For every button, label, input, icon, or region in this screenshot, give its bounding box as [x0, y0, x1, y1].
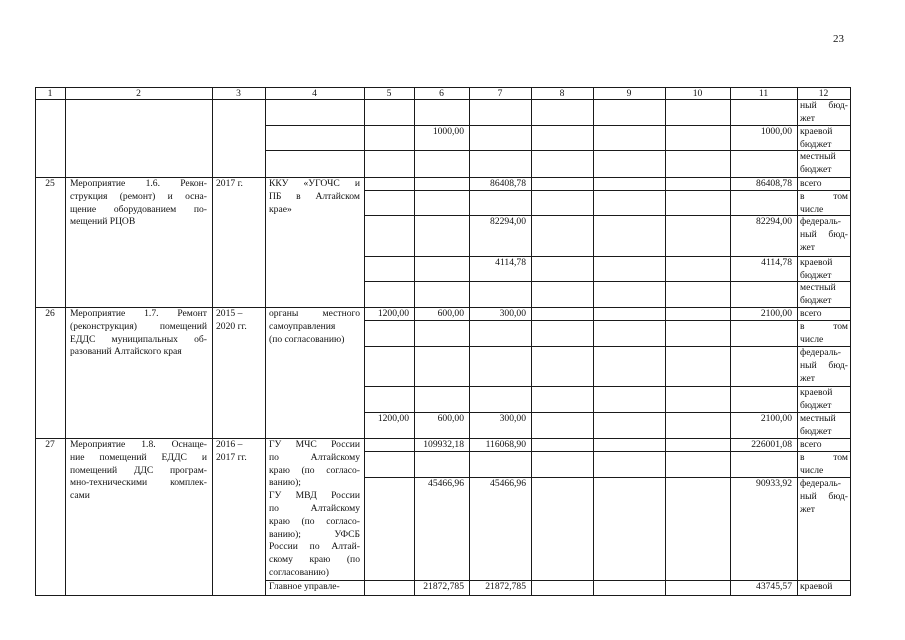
activity-name: мно-техническими комплек-: [70, 477, 207, 489]
value-cell: 2100,00: [760, 308, 792, 319]
value-cell: 21872,785: [485, 581, 526, 592]
executor: ГУ МВД России: [269, 490, 360, 502]
row-number: 27: [45, 439, 55, 450]
header-cell: 9: [626, 87, 632, 99]
executor: ПБ в Алтайском: [269, 190, 360, 202]
funding-source: федераль-: [800, 478, 841, 489]
funding-source: жет: [800, 241, 815, 253]
grid-line: [364, 150, 851, 151]
page-number: 23: [833, 33, 844, 45]
header-cell: 11: [758, 87, 769, 99]
value-cell: 2100,00: [760, 413, 792, 424]
grid-line: [364, 281, 851, 282]
grid-line: [730, 87, 731, 595]
value-cell: 82294,00: [490, 216, 526, 227]
funding-source: в том: [800, 191, 848, 202]
activity-name: помещений ДДС програм-: [70, 464, 207, 476]
activity-name: Мероприятие 1.7. Ремонт: [70, 308, 207, 319]
grid-line: [364, 190, 851, 191]
value-cell: 21872,785: [423, 581, 464, 592]
header-cell: 5: [386, 87, 392, 99]
value-cell: 86408,78: [756, 178, 792, 189]
funding-source: числе: [800, 333, 824, 345]
funding-source: всего: [800, 439, 822, 450]
activity-name: Мероприятие 1.8. Оснаще-: [70, 439, 207, 450]
value-cell: 4114,78: [761, 257, 792, 268]
value-cell: 82294,00: [756, 216, 792, 227]
grid-line: [469, 87, 470, 595]
executor: ГУ МЧС России: [269, 439, 360, 450]
funding-source: бюджет: [800, 138, 832, 150]
executor: по Алтайскому: [269, 503, 360, 514]
value-cell: 45466,96: [490, 478, 526, 489]
value-cell: 300,00: [499, 308, 526, 319]
funding-source: федераль-: [800, 347, 841, 358]
grid-line: [364, 320, 851, 321]
header-cell: 7: [497, 87, 503, 99]
value-cell: 600,00: [437, 308, 464, 319]
grid-line: [265, 150, 365, 151]
period: 2015 –: [216, 308, 243, 319]
value-cell: 90933,92: [756, 478, 792, 489]
header-cell: 3: [236, 87, 241, 99]
funding-source: федераль-: [800, 216, 841, 227]
funding-source: числе: [800, 464, 824, 476]
executor: самоуправления: [269, 320, 336, 332]
funding-source: краевой: [800, 387, 833, 398]
grid-line: [35, 87, 36, 595]
value-cell: 600,00: [437, 413, 464, 424]
program-table: [35, 87, 850, 595]
funding-source: ный бюд-: [800, 100, 848, 111]
activity-name: щение оборудованием по-: [70, 203, 207, 215]
period: 2016 –: [216, 439, 243, 450]
value-cell: 1000,00: [432, 126, 464, 137]
activity-name: Мероприятие 1.6. Рекон-: [70, 178, 207, 189]
activity-name: ЕДДС муниципальных об-: [70, 333, 207, 345]
value-cell: 43745,57: [756, 581, 792, 592]
executor: скому краю (по: [269, 554, 360, 566]
funding-source: жет: [800, 112, 815, 124]
activity-name: мещений РЦОВ: [70, 216, 136, 228]
header-cell: 8: [559, 87, 565, 99]
activity-name: сами: [70, 490, 90, 502]
funding-source: ный бюд-: [800, 228, 848, 240]
funding-source: всего: [800, 308, 822, 319]
executor: ванию); УФСБ: [269, 528, 360, 540]
funding-source: числе: [800, 203, 824, 215]
value-cell: 45466,96: [428, 478, 464, 489]
funding-source: ный бюд-: [800, 490, 848, 502]
executor: (по согласованию): [269, 333, 345, 345]
header-cell: 10: [692, 87, 703, 99]
grid-line: [364, 386, 851, 387]
grid-line: [364, 346, 851, 347]
grid-line: [35, 595, 851, 596]
executor: согласованию): [269, 567, 329, 578]
grid-line: [212, 87, 213, 595]
executor: по Алтайскому: [269, 451, 360, 463]
grid-line: [364, 451, 851, 452]
value-cell: 116068,90: [485, 439, 526, 450]
header-cell: 6: [439, 87, 444, 99]
period: 2020 гг.: [216, 320, 247, 332]
period: 2017 г.: [216, 178, 243, 189]
grid-line: [65, 87, 66, 595]
grid-line: [797, 87, 798, 595]
row-number: 25: [45, 178, 55, 189]
value-cell: 4114,78: [495, 257, 526, 268]
funding-source: ный бюд-: [800, 359, 848, 371]
funding-source: в том: [800, 321, 848, 332]
grid-line: [665, 87, 666, 595]
executor: России по Алтай-: [269, 541, 360, 553]
value-cell: 1200,00: [377, 308, 409, 319]
executor: крае»: [269, 203, 292, 215]
value-cell: 86408,78: [490, 178, 526, 189]
executor: ККУ «УГОЧС и: [269, 178, 360, 189]
value-cell: 300,00: [499, 413, 526, 424]
grid-line: [531, 87, 532, 595]
period: 2017 гг.: [216, 451, 247, 463]
grid-line: [850, 87, 851, 595]
funding-source: в том: [800, 452, 848, 463]
funding-source: бюджет: [800, 269, 832, 281]
executor: Главное управле-: [269, 581, 340, 592]
value-cell: 109932,18: [423, 439, 464, 450]
activity-name: ние помещений ЕДДС и: [70, 451, 207, 463]
header-cell: 4: [312, 87, 317, 99]
funding-source: жет: [800, 372, 815, 384]
grid-line: [593, 87, 594, 595]
header-cell: 2: [136, 87, 141, 99]
grid-line: [414, 87, 415, 595]
header-cell: 12: [818, 87, 829, 99]
funding-source: краевой: [800, 126, 833, 137]
funding-source: жет: [800, 503, 815, 515]
grid-line: [265, 125, 365, 126]
executor: краю (по согласо-: [269, 515, 360, 527]
activity-name: (реконструкция) помещений: [70, 320, 207, 332]
grid-line: [364, 87, 365, 595]
funding-source: местный: [800, 282, 836, 293]
funding-source: местный: [800, 151, 836, 162]
funding-source: бюджет: [800, 294, 832, 306]
funding-source: всего: [800, 178, 822, 189]
grid-line: [265, 87, 266, 595]
executor: ванию);: [269, 477, 301, 489]
executor: краю (по согласо-: [269, 464, 360, 476]
funding-source: краевой: [800, 581, 833, 592]
value-cell: 1000,00: [760, 126, 792, 137]
funding-source: бюджет: [800, 163, 832, 175]
funding-source: краевой: [800, 257, 833, 268]
activity-name: разований Алтайского края: [70, 346, 182, 358]
funding-source: бюджет: [800, 425, 832, 437]
value-cell: 1200,00: [377, 413, 409, 424]
funding-source: бюджет: [800, 399, 832, 411]
funding-source: местный: [800, 413, 836, 424]
row-number: 26: [45, 308, 55, 319]
activity-name: струкция (ремонт) и осна-: [70, 190, 207, 202]
value-cell: 226001,08: [751, 439, 792, 450]
executor: органы местного: [269, 308, 360, 319]
header-cell: 1: [47, 87, 53, 99]
